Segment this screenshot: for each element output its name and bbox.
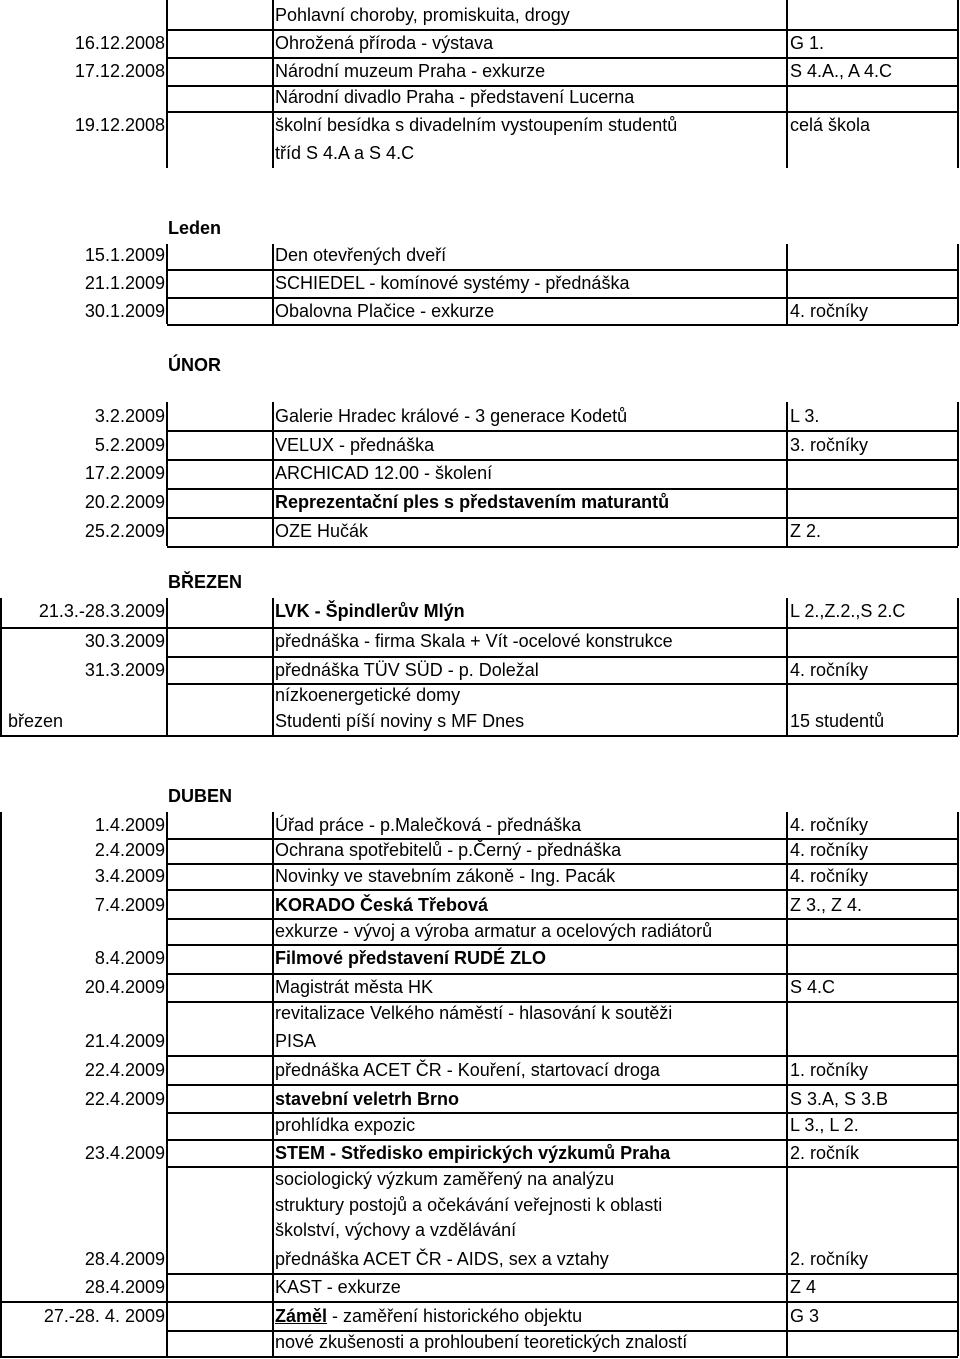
row-event: Ohrožená příroda - výstava	[275, 33, 494, 53]
grid-line-horizontal	[167, 297, 958, 299]
row-date: březen	[8, 711, 64, 731]
row-event: Den otevřených dveří	[275, 245, 447, 265]
grid-line-horizontal	[167, 488, 958, 490]
grid-line-vertical	[0, 598, 2, 735]
row-note: L 2.,Z.2.,S 2.C	[790, 601, 906, 621]
row-date: 21.1.2009	[84, 273, 165, 293]
grid-line-horizontal	[167, 1055, 958, 1057]
month-header: Leden	[168, 218, 222, 238]
grid-line-horizontal	[167, 546, 958, 548]
row-note: 2. ročník	[790, 1143, 860, 1163]
row-date: 25.2.2009	[84, 521, 165, 541]
grid-line-horizontal	[167, 1084, 958, 1086]
grid-line-vertical	[957, 402, 959, 546]
row-date: 1.4.2009	[94, 815, 165, 835]
grid-line-horizontal	[167, 29, 958, 31]
row-note: Z 4	[790, 1277, 817, 1297]
row-date: 15.1.2009	[84, 245, 165, 265]
row-note: 4. ročníky	[790, 660, 869, 680]
row-event	[275, 1305, 582, 1327]
grid-line-vertical	[0, 812, 2, 1356]
row-date: 20.4.2009	[84, 977, 165, 997]
month-header: ÚNOR	[168, 355, 221, 375]
row-event: přednáška - firma Skala + Vít -ocelové konstrukce	[275, 631, 673, 651]
row-note: S 3.A, S 3.B	[790, 1089, 889, 1109]
event-rest: - zaměření historického objektu	[327, 1306, 583, 1326]
grid-line-horizontal	[167, 889, 958, 891]
row-date: 19.12.2008	[74, 115, 165, 135]
row-event: Národní divadlo Praha - představení Lucerna	[275, 87, 635, 107]
row-event: VELUX - přednáška	[275, 435, 435, 455]
row-event: prohlídka expozic	[275, 1115, 416, 1135]
grid-line-vertical	[166, 244, 168, 324]
grid-line-horizontal	[167, 656, 958, 658]
row-note: celá škola	[790, 115, 871, 135]
row-date: 31.3.2009	[84, 660, 165, 680]
row-event: Magistrát města HK	[275, 977, 434, 997]
row-event: STEM - Středisko empirických výzkumů Praha	[275, 1143, 671, 1163]
row-event: Obalovna Plačice - exkurze	[275, 301, 495, 321]
row-date: 2.4.2009	[94, 840, 165, 860]
grid-line-vertical	[272, 244, 274, 324]
row-note: S 4.C	[790, 977, 836, 997]
row-event: struktury postojů a očekávání veřejnosti k oblasti	[275, 1195, 663, 1215]
row-event: Úřad práce - p.Malečková - přednáška	[275, 815, 582, 835]
row-event: stavební veletrh Brno	[275, 1089, 460, 1109]
row-note: L 3.	[790, 406, 820, 426]
row-event: exkurze - vývoj a výroba armatur a ocelových radiátorů	[275, 921, 713, 941]
row-event: KAST - exkurze	[275, 1277, 401, 1297]
row-event: přednáška TÜV SÜD - p. Doležal	[275, 660, 539, 680]
grid-line-vertical	[272, 598, 274, 735]
row-event: SCHIEDEL - komínové systémy - přednáška	[275, 273, 630, 293]
row-date: 23.4.2009	[84, 1143, 165, 1163]
row-date: 30.1.2009	[84, 301, 165, 321]
grid-line-vertical	[272, 0, 274, 168]
row-date: 22.4.2009	[84, 1089, 165, 1109]
row-note: 4. ročníky	[790, 815, 869, 835]
grid-line-horizontal	[0, 1301, 958, 1303]
row-note: 15 studentů	[790, 711, 885, 731]
grid-line-horizontal	[0, 1356, 958, 1358]
row-date: 20.2.2009	[84, 492, 165, 512]
row-event: Ochrana spotřebitelů - p.Černý - přednáška	[275, 840, 622, 860]
grid-line-horizontal	[167, 459, 958, 461]
row-date: 7.4.2009	[94, 895, 165, 915]
row-date: 22.4.2009	[84, 1060, 165, 1080]
row-note: S 4.A., A 4.C	[790, 61, 893, 81]
row-event: Filmové představení RUDÉ ZLO	[275, 948, 547, 968]
grid-line-vertical	[957, 244, 959, 324]
grid-line-vertical	[786, 244, 788, 324]
row-date: 30.3.2009	[84, 631, 165, 651]
row-event: OZE Hučák	[275, 521, 369, 541]
row-note: 2. ročníky	[790, 1249, 869, 1269]
row-event: nízkoenergetické domy	[275, 685, 461, 705]
row-event: Národní muzeum Praha - exkurze	[275, 61, 546, 81]
row-event: nové zkušenosti a prohloubení teoretických znalostí	[275, 1332, 688, 1352]
event-emphasis: Záměl	[275, 1306, 328, 1326]
row-event: Novinky ve stavebním zákoně - Ing. Pacák	[275, 866, 616, 886]
row-event: Pohlavní choroby, promiskuita, drogy	[275, 5, 570, 25]
row-date: 3.4.2009	[94, 866, 165, 886]
row-event: PISA	[275, 1031, 317, 1051]
grid-line-horizontal	[167, 1139, 958, 1141]
grid-line-horizontal	[167, 1273, 958, 1275]
row-date: 28.4.2009	[84, 1249, 165, 1269]
grid-line-vertical	[786, 0, 788, 168]
row-note: 4. ročníky	[790, 301, 869, 321]
row-date: 21.4.2009	[84, 1031, 165, 1051]
row-date: 28.4.2009	[84, 1277, 165, 1297]
row-note: Z 2.	[790, 521, 822, 541]
grid-line-vertical	[957, 598, 959, 735]
row-date: 27.-28. 4. 2009	[43, 1306, 165, 1326]
row-event: tříd S 4.A a S 4.C	[275, 143, 415, 163]
row-note: 1. ročníky	[790, 1060, 869, 1080]
row-date: 17.2.2009	[84, 463, 165, 483]
row-event: ARCHICAD 12.00 - školení	[275, 463, 493, 483]
row-note: G 3	[790, 1306, 820, 1326]
row-note: 3. ročníky	[790, 435, 869, 455]
row-date: 21.3.-28.3.2009	[38, 601, 165, 621]
row-note: 4. ročníky	[790, 866, 869, 886]
month-header: DUBEN	[168, 786, 233, 806]
grid-line-horizontal	[0, 735, 958, 737]
grid-line-vertical	[166, 402, 168, 546]
grid-line-vertical	[786, 402, 788, 546]
grid-line-vertical	[786, 598, 788, 735]
row-event: KORADO Česká Třebová	[275, 895, 489, 915]
row-date: 17.12.2008	[74, 61, 165, 81]
grid-line-horizontal	[0, 627, 958, 629]
row-event: přednáška ACET ČR - Kouření, startovací droga	[275, 1060, 660, 1080]
grid-line-horizontal	[167, 973, 958, 975]
grid-line-vertical	[272, 402, 274, 546]
grid-line-horizontal	[167, 111, 958, 113]
grid-line-horizontal	[167, 944, 958, 946]
row-note: G 1.	[790, 33, 825, 53]
row-event: Reprezentační ples s představením maturantů	[275, 492, 670, 512]
grid-line-horizontal	[167, 269, 958, 271]
grid-line-vertical	[166, 598, 168, 735]
row-date: 3.2.2009	[94, 406, 165, 426]
row-event: Galerie Hradec králové - 3 generace Kodetů	[275, 406, 628, 426]
row-event: školství, výchovy a vzdělávání	[275, 1220, 517, 1240]
row-date: 5.2.2009	[94, 435, 165, 455]
grid-line-horizontal	[167, 517, 958, 519]
row-date: 16.12.2008	[74, 33, 165, 53]
row-event: LVK - Špindlerův Mlýn	[275, 601, 465, 621]
grid-line-vertical	[166, 0, 168, 168]
row-event: sociologický výzkum zaměřený na analýzu	[275, 1169, 615, 1189]
month-header: BŘEZEN	[168, 572, 243, 592]
row-event: školní besídka s divadelním vystoupením studentů	[275, 115, 678, 135]
row-event: revitalizace Velkého náměstí - hlasování k soutěži	[275, 1003, 673, 1023]
grid-line-horizontal	[167, 324, 958, 326]
row-event: Studenti píší noviny s MF Dnes	[275, 711, 525, 731]
grid-line-horizontal	[167, 57, 958, 59]
row-note: 4. ročníky	[790, 840, 869, 860]
grid-line-vertical	[957, 0, 959, 168]
row-note: L 3., L 2.	[790, 1115, 859, 1135]
grid-line-horizontal	[167, 430, 958, 432]
row-event: přednáška ACET ČR - AIDS, sex a vztahy	[275, 1249, 609, 1269]
row-note: Z 3., Z 4.	[790, 895, 863, 915]
row-date: 8.4.2009	[94, 948, 165, 968]
